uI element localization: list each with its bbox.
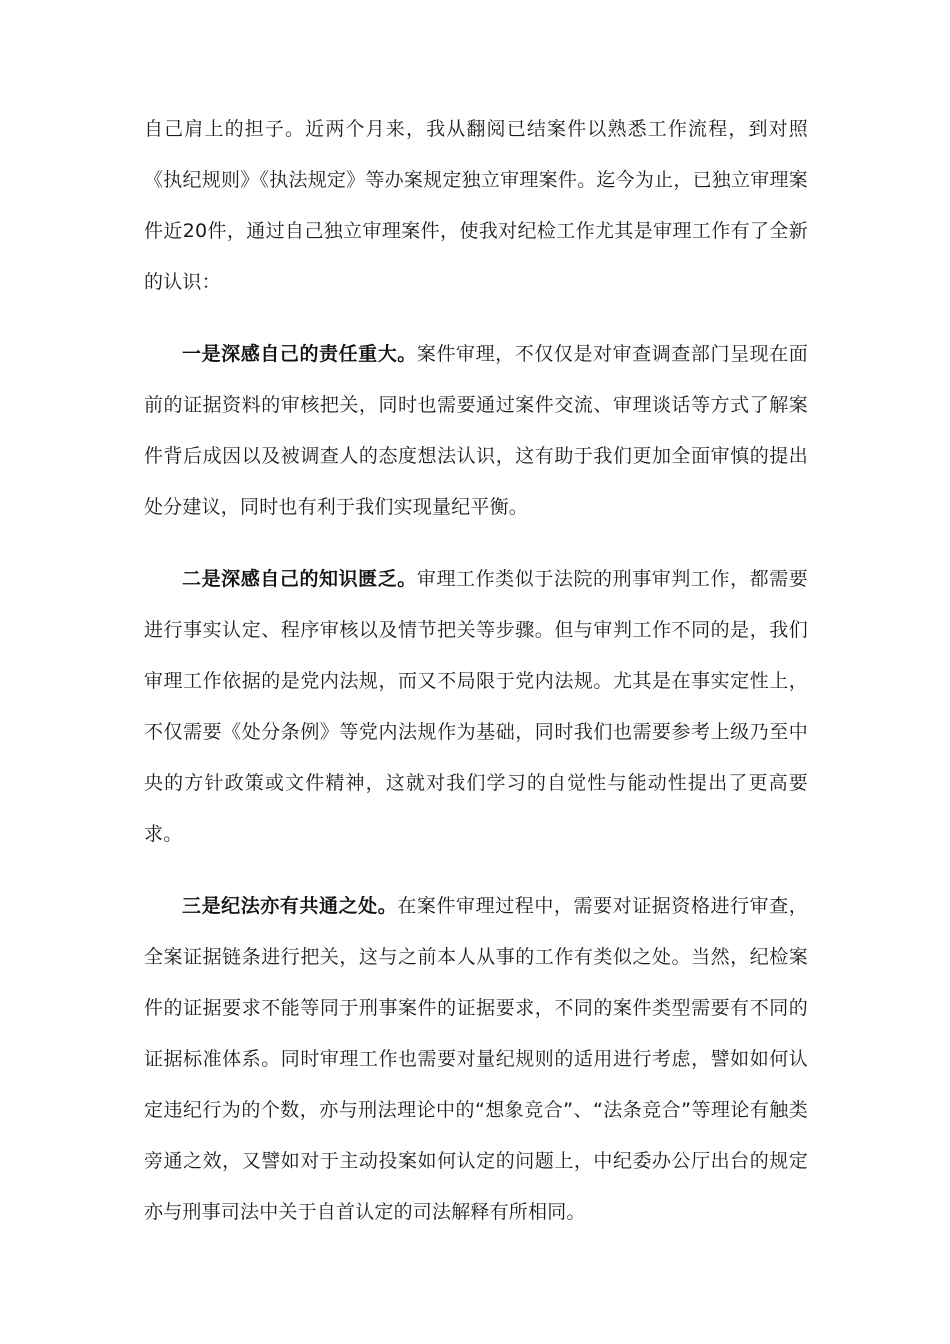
paragraph-responsibility [144,329,808,533]
paragraph-knowledge-text: 审理工作类似于法院的刑事审判工作，都需要进行事实认定、程序审核以及情节把关等步骤。但与审判工作不同的是，我们审理工作依据的是党内法规，而又不局限于党内法规。尤其是在事实定性上，不仅需要《处分条例》等党内法规作为基础，同时我们也需要参考上级乃至中央的方针政策或文件精神，这就对我们学习的自觉性与能动性提出了更高要求。 [144,568,808,845]
paragraph-common-ground-text: 在案件审理过程中，需要对证据资格进行审查，全案证据链条进行把关，这与之前本人从事的工作有类似之处。当然，纪检案件的证据要求不能等同于刑事案件的证据要求，不同的案件类型需要有不同的证据标准体系。同时审理工作也需要对量纪规则的适用进行考虑，譬如如何认定违纪行为的个数，亦与刑法理论中的“想象竞合”、“法条竞合”等理论有触类旁通之效，又譬如对于主动投案如何认定的问题上，中纪委办公厅出台的规定亦与刑事司法中关于自首认定的司法解释有所相同。 [144,895,809,1223]
paragraph-common-ground [144,881,808,1238]
paragraph-responsibility-text: 案件审理，不仅仅是对审查调查部门呈现在面前的证据资料的审核把关，同时也需要通过案件交流、审理谈话等方式了解案件背后成因以及被调查人的态度想法认识，这有助于我们更加全面审慎的提出处分建议，同时也有利于我们实现量纪平衡。 [144,343,808,518]
document-body [144,104,808,1238]
paragraph-knowledge [144,554,808,860]
paragraph-responsibility-heading: 一是深感自己的责任重大。 [182,343,417,365]
paragraph-intro [144,104,808,308]
paragraph-common-ground-heading: 三是纪法亦有共通之处。 [182,895,398,917]
paragraph-knowledge-heading: 二是深感自己的知识匮乏。 [182,568,417,590]
paragraph-intro-text: 自己肩上的担子。近两个月来，我从翻阅已结案件以熟悉工作流程，到对照《执纪规则》《执法规定》等办案规定独立审理案件。迄今为止，已独立审理案件近20件，通过自己独立审理案件，使我对纪检工作尤其是审理工作有了全新的认识： [144,118,808,293]
